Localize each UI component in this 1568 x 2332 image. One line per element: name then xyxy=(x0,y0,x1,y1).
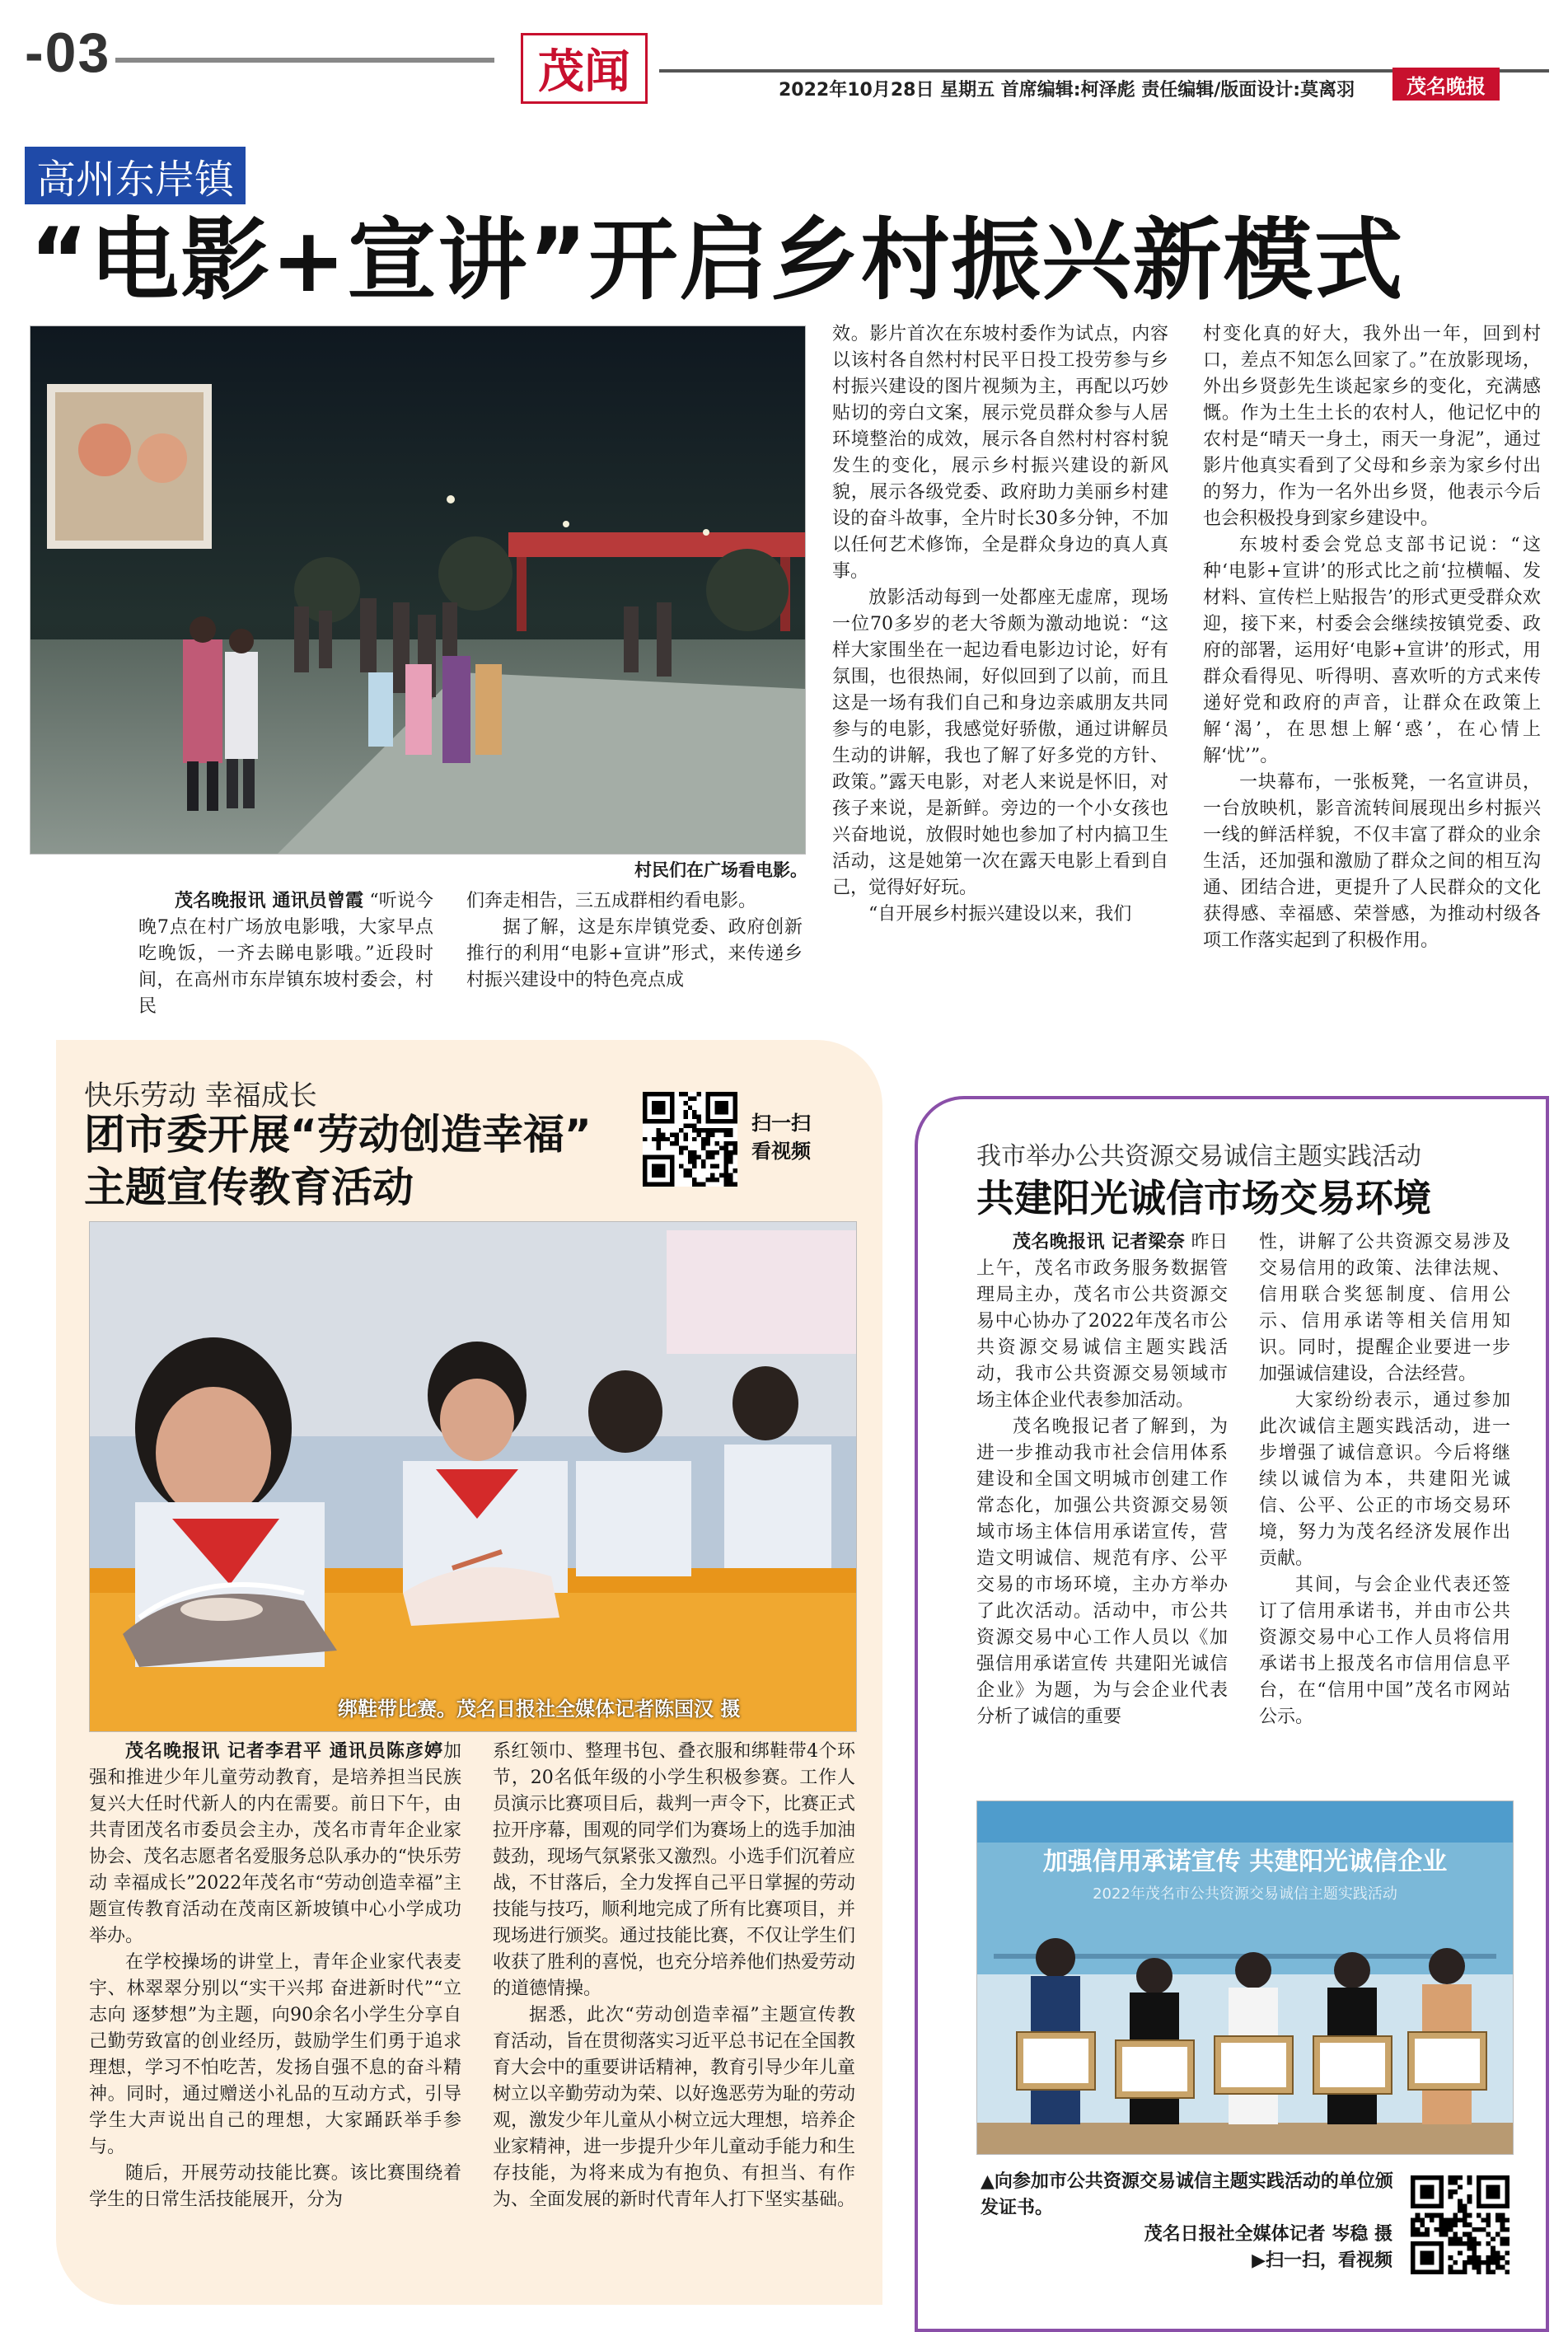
credit-caption-text: ▲向参加市公共资源交易诚信主题实践活动的单位颁发证书。 xyxy=(981,2171,1393,2218)
backdrop-banner-title: 加强信用承诺宣传 共建阳光诚信企业 xyxy=(1042,1847,1448,1876)
lead-paragraph: 一块幕布，一张板凳，一名宣讲员，一台放映机，影音流转间展现出乡村振兴一线的鲜活样貌，不仅丰富了群众的业余生活，还加强和激励了群众之间的相互沟通、团结合进，更提升了人民群众的文化获得感、幸福感、荣誉感，为推动村级各项工作落实起到了积极作用。 xyxy=(1203,772,1541,951)
credit-paragraph: 昨日上午，茂名市政务服务数据管理局主办，茂名市公共资源交易中心协办了2022年茂名市公共资源交易诚信主题实践活动，我市公共资源交易领域市场主体企业代表参加活动。 xyxy=(976,1232,1228,1411)
labor-column-2 xyxy=(493,1739,855,2213)
qr-code-credit-video[interactable] xyxy=(1411,2175,1509,2274)
lead-headline: “电影+宣讲”开启乡村振兴新模式 xyxy=(30,209,1405,312)
credit-column-1 xyxy=(976,1229,1228,1730)
credit-paragraph: 性，讲解了公共资源交易涉及交易信用的政策、法律法规、信用联合奖惩制度、信用公示、信用承诺等相关信用知识。同时，提醒企业要进一步加强诚信建设，合法经营。 xyxy=(1259,1232,1510,1384)
lead-byline: 茂名晚报讯 通讯员曾霞 xyxy=(175,891,364,911)
labor-headline-line-1: 团市委开展“劳动创造幸福” xyxy=(84,1111,592,1159)
labor-paragraph: 在学校操场的讲堂上，青年企业家代表麦宇、林翠翠分别以“实干兴邦 奋进新时代”“立志向 逐梦想”为主题，向90余名小学生分享自己勤劳致富的创业经历，鼓励学生们勇于追求理想，学习不怕吃苦，发扬自强不息的奋斗精神。同时，通过赠送小礼品的互动方式，引导学生大声说出自己的理想，大家踊跃举手参与。 xyxy=(89,1952,461,2157)
lead-kicker: 高州东岸镇 xyxy=(25,147,246,204)
lead-paragraph: 放影活动每到一处都座无虚席，现场一位70多岁的老大爷颇为激动地说：“这样大家围坐在一起边看电影边讨论，好有氛围，也很热闹，好似回到了以前，而且这是一场有我们自己和身边亲戚朋友共同参与的电影，我感觉好骄傲，通过讲解员生动的讲解，我也了解了好多党的方针、政策。”露天电影，对老人来说是怀旧，对孩子来说，是新鲜。旁边的一个小女孩也兴奋地说，放假时她也参加了村内搞卫生活动，这是她第一次在露天电影上看到自己，觉得好好玩。 xyxy=(832,588,1168,898)
lead-paragraph: 据了解，这是东岸镇党委、政府创新推行的利用“电影+宣讲”形式，来传递乡村振兴建设中的特色亮点成 xyxy=(466,917,803,990)
page-number: -03 xyxy=(25,21,111,84)
credit-headline: 共建阳光诚信市场交易环境 xyxy=(976,1176,1431,1220)
backdrop-banner-subtitle: 2022年茂名市公共资源交易诚信主题实践活动 xyxy=(1093,1885,1397,1903)
credit-column-2 xyxy=(1259,1229,1510,1730)
qr-code-video[interactable] xyxy=(643,1092,737,1187)
lead-column-3 xyxy=(832,321,1168,928)
lead-paragraph: “自开展乡村振兴建设以来，我们 xyxy=(868,904,1132,925)
credit-byline: 茂名晚报讯 记者梁奈 xyxy=(1013,1232,1186,1253)
labor-headline-line-2: 主题宣传教育活动 xyxy=(84,1164,414,1211)
credit-paragraph: 其间，与会企业代表还签订了信用承诺书，并由市公共资源交易中心工作人员将信用承诺书上报茂名市信用信息平台，在“信用中国”茂名市网站公示。 xyxy=(1259,1575,1510,1727)
credit-paragraph: 茂名晚报记者了解到，为进一步推动我市社会信用体系建设和全国文明城市创建工作常态化，加强公共资源交易领域市场主体信用承诺宣传，营造文明诚信、规范有序、公平交易的市场环境，主办方举办了此次活动。活动中，市公共资源交易中心工作人员以《加强信用承诺宣传 共建阳光诚信企业》为题，为与会企业代表分析了诚信的重要 xyxy=(976,1417,1228,1727)
labor-paragraph: 加强和推进少年儿童劳动教育，是培养担当民族复兴大任时代新人的内在需要。前日下午，由共青团茂名市委员会主办，茂名市青年企业家协会、茂名志愿者名爱服务总队承办的“快乐劳动 幸福成长”2022年茂名市“劳动创造幸福”主题宣传教育活动在茂南区新坡镇中心小学成功举办。 xyxy=(89,1741,461,1946)
labor-paragraph: 据悉，此次“劳动创造幸福”主题宣传教育活动，旨在贯彻落实习近平总书记在全国教育大会中的重要讲话精神，教育引导少年儿童树立以辛勤劳动为荣、以好逸恶劳为耻的劳动观，激发少年儿童从小树立远大理想，培养企业家精神，进一步提升少年儿童动手能力和生存技能，为将来成为有抱负、有担当、有作为、全面发展的新时代青年人打下坚实基础。 xyxy=(493,2005,856,2210)
credit-scan-label: ▶扫一扫，看视频 xyxy=(1252,2250,1392,2271)
scan-label xyxy=(751,1109,811,1165)
credit-photo-certificates xyxy=(976,1801,1514,2155)
labor-photo-caption: 绑鞋带比赛。茂名日报社全媒体记者陈国汉 摄 xyxy=(338,1697,741,1721)
lead-column-1 xyxy=(138,888,433,1020)
credit-photo-caption xyxy=(981,2169,1401,2274)
labor-byline: 茂名晚报讯 记者李君平 通讯员陈彦婷 xyxy=(125,1741,443,1762)
scan-label-line-1: 扫一扫 xyxy=(751,1112,811,1135)
lead-paragraph: 东坡村委会党总支部书记说：“这种‘电影+宣讲’的形式比之前‘拉横幅、发材料、宣传栏上贴报告’的形式更受群众欢迎，接下来，村委会会继续按镇党委、政府的部署，运用好‘电影+宣讲’的形式，用群众看得见、听得明、喜欢听的方式来传递好党和政府的声音，让群众在政策上解‘渴’，在思想上解‘惑’，在心情上解‘忧’”。 xyxy=(1203,535,1541,766)
issue-meta: 2022年10月28日 星期五 首席编辑:柯泽彪 责任编辑/版面设计:莫离羽 xyxy=(779,80,1355,101)
labor-paragraph: 系红领巾、整理书包、叠衣服和绑鞋带4个环节，20名低年级的小学生积极参赛。工作人员演示比赛项目后，裁判一声令下，比赛正式拉开序幕，围观的同学们为赛场上的选手加油鼓劲，现场气氛紧张又激烈。小选手们沉着应战，不甘落后，全力发挥自己平日掌握的劳动技能与技巧，顺利地完成了所有比赛项目，并现场进行颁奖。通过技能比赛，不仅让学生们收获了胜利的喜悦，也充分培养他们热爱劳动的道德情操。 xyxy=(493,1741,856,1999)
lead-photo-caption: 村民们在广场看电影。 xyxy=(634,860,807,880)
lead-paragraph: 们奔走相告，三五成群相约看电影。 xyxy=(466,891,757,911)
brand-logo: 茂名晚报 xyxy=(1392,68,1500,101)
lead-paragraph: 效。影片首次在东坡村委作为试点，内容以该村各自然村村民平日投工投劳参与乡村振兴建设的图片视频为主，再配以巧妙贴切的旁白文案，展示党员群众参与人居环境整治的成效，展示各自然村村容村貌发生的变化，展示乡村振兴建设的新风貌，展示各级党委、政府助力美丽乡村建设的奋斗故事，全片时长30多分钟，不加以任何艺术修饰，全是群众身边的真人真事。 xyxy=(832,324,1168,582)
lead-paragraph: “听说今晚7点在村广场放电影哦，大家早点吃晚饭，一齐去睇电影哦。”近段时间，在高州市东岸镇东坡村委会，村民 xyxy=(138,891,433,1017)
lead-column-4 xyxy=(1203,321,1541,954)
labor-photo-shoelace-contest xyxy=(89,1221,857,1732)
section-title: 茂闻 xyxy=(521,33,648,104)
header-rule-left xyxy=(115,58,494,63)
labor-paragraph: 随后，开展劳动技能比赛。该比赛围绕着学生的日常生活技能展开，分为 xyxy=(89,2163,461,2210)
labor-column-1 xyxy=(89,1739,461,2213)
labor-kicker: 快乐劳动 幸福成长 xyxy=(84,1079,317,1112)
lead-column-2 xyxy=(466,888,803,994)
lead-photo-outdoor-movie xyxy=(30,325,806,855)
credit-photo-credit: 茂名日报社全媒体记者 岑稳 摄 xyxy=(1144,2224,1392,2245)
lead-paragraph: 村变化真的好大，我外出一年，回到村口，差点不知怎么回家了。”在放影现场，外出乡贤彭先生谈起家乡的变化，充满感慨。作为土生土长的农村人，他记忆中的农村是“晴天一身土，雨天一身泥”，通过影片他真实看到了父母和乡亲为家乡付出的努力，作为一名外出乡贤，他表示今后也会积极投身到家乡建设中。 xyxy=(1203,324,1541,529)
scan-label-line-2: 看视频 xyxy=(751,1140,811,1163)
credit-paragraph: 大家纷纷表示，通过参加此次诚信主题实践活动，进一步增强了诚信意识。今后将继续以诚信为本，共建阳光诚信、公平、公正的市场交易环境，努力为茂名经济发展作出贡献。 xyxy=(1259,1390,1510,1569)
credit-kicker: 我市举办公共资源交易诚信主题实践活动 xyxy=(976,1142,1421,1171)
labor-headline xyxy=(84,1108,644,1214)
